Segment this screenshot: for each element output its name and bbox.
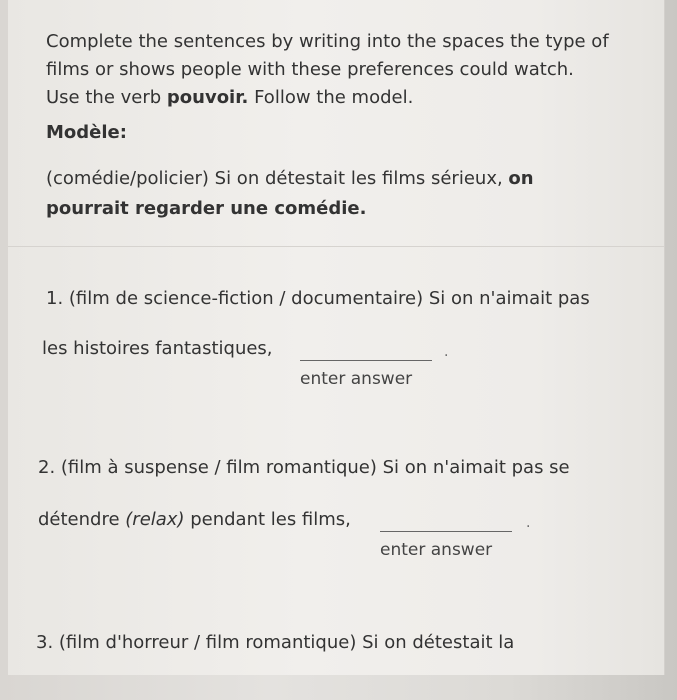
question-1-answer [300,360,440,389]
model-example-plain: (comédie/policier) Si on détestait les films sérieux, [46,168,509,189]
question-3-line-1: 3. (film d'horreur / film romantique) Si on détestait la [36,632,515,653]
question-2-period: . [526,515,531,531]
model-label: Modèle: [46,122,127,143]
instructions-line-3-post: Follow the model. [248,87,414,108]
model-example [46,164,606,224]
question-2-line-1: 2. (film à suspense / film romantique) Si on n'aimait pas se [38,457,570,478]
question-2-line-2-italic: (relax) [125,509,185,530]
question-1-line-1: 1. (film de science-fiction / documentaire) Si on n'aimait pas [46,288,590,309]
instructions-line-3-pre: Use the verb [46,87,167,108]
question-1-line-2: les histoires fantastiques, [42,338,273,359]
question-1-period: . [444,344,449,360]
section-divider [8,246,664,247]
instructions [46,28,626,112]
question-2-line-2-pre: détendre [38,509,126,530]
question-2-answer-underline [380,531,512,532]
instructions-line-2: films or shows people with these preferences could watch. [46,59,574,80]
exercise-card [8,0,665,675]
question-2-line-2-post: pendant les films, [184,509,351,530]
question-1-answer-input[interactable] [300,369,440,389]
question-1-answer-underline [300,360,432,361]
model-example-line-1 [46,164,606,194]
model-example-line-2 [46,194,606,224]
instructions-line-1: Complete the sentences by writing into the spaces the type of [46,31,609,52]
model-example-bold-1: on [508,168,534,189]
question-2-line-2 [38,509,351,530]
instructions-verb: pouvoir. [166,87,249,108]
model-example-bold-2: pourrait regarder une comédie. [46,198,367,219]
question-2-answer-input[interactable] [380,540,520,560]
question-2-answer [380,531,520,560]
instructions-line-3 [46,84,626,112]
